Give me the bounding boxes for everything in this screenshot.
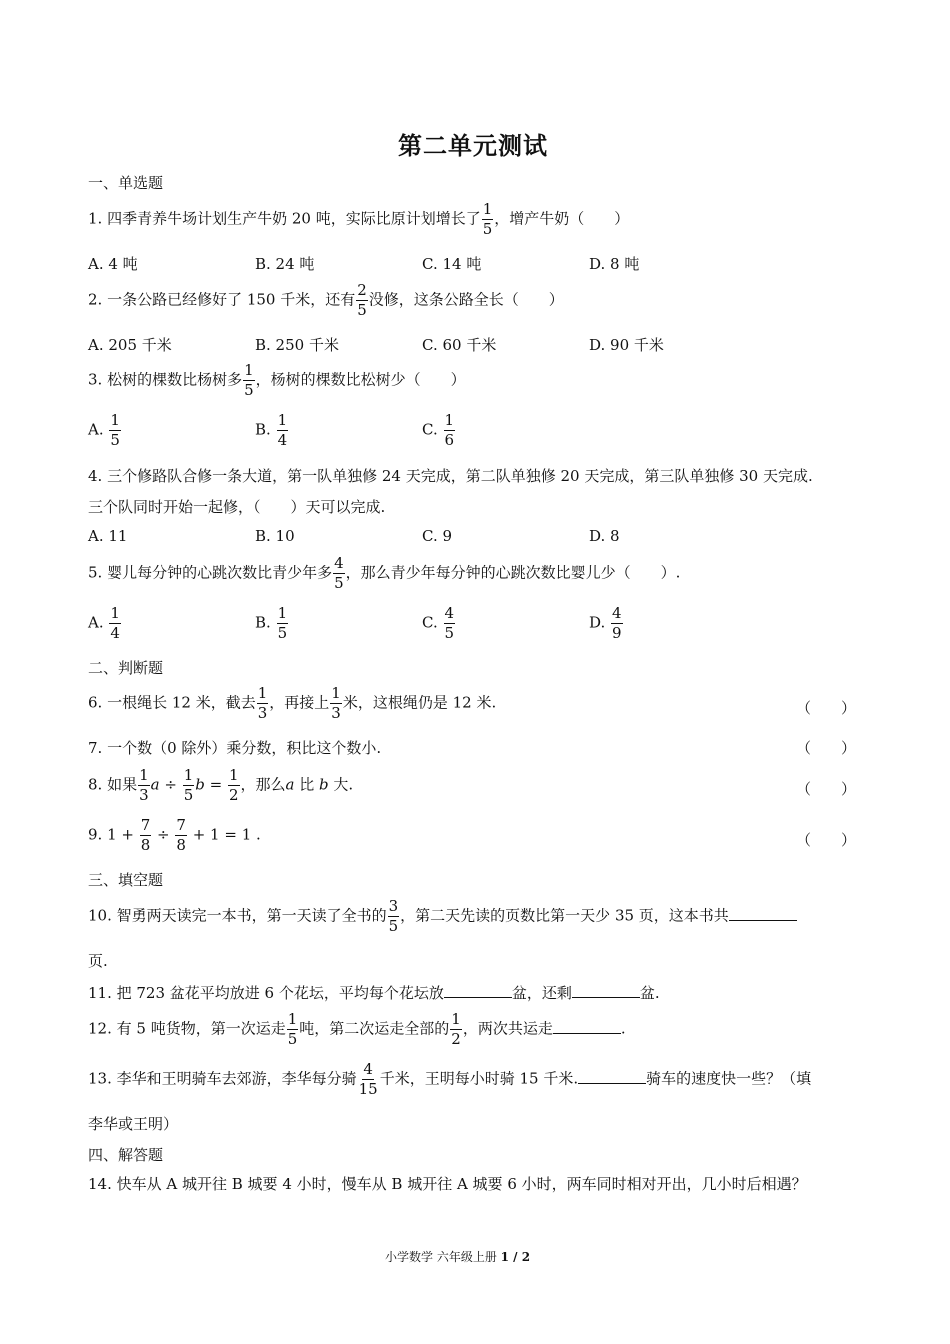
q4-option-d[interactable]: D. 8 [589,527,620,545]
q5-option-b[interactable]: B. $\frac{1}{5}$ [255,604,288,642]
section-heading-true-false: 二、判断题 [88,659,164,677]
q3-option-c[interactable]: C. $\frac{1}{6}$ [422,411,455,449]
q1-option-a[interactable]: A. 4 吨 [88,255,138,273]
q6-answer-box[interactable]: （ ） [796,699,857,717]
question-4-line-1: 4. 三个修路队合修一条大道，第一队单独修 24 天完成，第二队单独修 20 天完成，第三队单独修 30 天完成. [88,467,813,485]
section-heading-solve: 四、解答题 [88,1146,164,1164]
question-3: 3. 松树的棵数比杨树多 $\frac{1}{5}$ ，杨树的棵数比松树少（ ） [88,361,466,399]
fraction: $\frac{2}{5}$ [357,281,367,319]
answer-blank[interactable] [444,983,512,998]
q3-option-a[interactable]: A. $\frac{1}{5}$ [88,411,120,449]
question-14: 14. 快车从 A 城开往 B 城要 4 小时，慢车从 B 城开往 A 城要 6 小时，两车同时相对开出，几小时后相遇？ [88,1175,807,1193]
q1-option-b[interactable]: B. 24 吨 [255,255,315,273]
q2-option-d[interactable]: D. 90 千米 [589,336,664,354]
question-12: 12. 有 5 吨货物，第一次运走 $\frac{1}{5}$ 吨，第二次运走全部的 $\frac{1}{2}$ ，两次共运走 . [88,1010,626,1048]
question-13-line-2: 李华或王明） [88,1115,179,1133]
question-11: 11. 把 723 盆花平均放进 6 个花坛，平均每个花坛放 盆，还剩 盆. [88,984,660,1002]
question-13: 13. 李华和王明骑车去郊游，李华每分骑 $\frac{4}{15}$ 千米，王明每小时骑 15 千米. 骑车的速度快一些？（填 [88,1060,812,1098]
question-2: 2. 一条公路已经修好了 150 千米，还有 $\frac{2}{5}$ 没修，这条公路全长（ ） [88,281,564,319]
q5-option-c[interactable]: C. $\frac{4}{5}$ [422,604,455,642]
q7-answer-box[interactable]: （ ） [796,739,857,757]
q5-option-d[interactable]: D. $\frac{4}{9}$ [589,604,622,642]
page-number: 1 / 2 [500,1250,531,1264]
answer-blank[interactable] [578,1069,646,1084]
q3-option-b[interactable]: B. $\frac{1}{4}$ [255,411,288,449]
q4-option-c[interactable]: C. 9 [422,527,453,545]
answer-blank[interactable] [553,1019,621,1034]
question-4-line-2: 三个队同时开始一起修，（ ）天可以完成. [88,498,386,516]
q1-option-d[interactable]: D. 8 吨 [589,255,640,273]
question-10: 10. 智勇两天读完一本书，第一天读了全书的 $\frac{3}{5}$ ，第二天先读的页数比第一天少 35 页，这本书共 [88,899,797,934]
answer-blank[interactable] [729,906,797,921]
question-1: 1. 四季青养牛场计划生产牛奶 20 吨，实际比原计划增长了 $\frac{1}{5}$ ，增产牛奶（ ） [88,200,630,238]
question-5: 5. 婴儿每分钟的心跳次数比青少年多 $\frac{4}{5}$ ，那么青少年每分钟的心跳次数比婴儿少（ ）. [88,554,681,592]
fraction: $\frac{1}{5}$ [482,200,493,238]
answer-blank[interactable] [572,983,640,998]
q2-option-c[interactable]: C. 60 千米 [422,336,497,354]
q5-option-a[interactable]: A. $\frac{1}{4}$ [88,604,120,642]
q2-option-a[interactable]: A. 205 千米 [88,336,172,354]
question-6: 6. 一根绳长 12 米，截去 $\frac{1}{3}$ ，再接上 $\frac{1}{3}$ 米，这根绳仍是 12 米. [88,684,497,722]
section-heading-fill-blank: 三、填空题 [88,871,164,889]
page-title: 第二单元测试 [398,131,548,160]
q4-option-b[interactable]: B. 10 [255,527,295,545]
q1-option-c[interactable]: C. 14 吨 [422,255,482,273]
page-footer: 小学数学 六年级上册 1 / 2 [385,1250,531,1264]
question-7: 7. 一个数（0 除外）乘分数，积比这个数小. [88,739,382,757]
q8-answer-box[interactable]: （ ） [796,780,857,798]
fraction: $\frac{1}{5}$ [244,361,254,399]
q4-option-a[interactable]: A. 11 [88,527,128,545]
fraction: $\frac{4}{5}$ [334,554,344,592]
question-8: 8. 如果 $\frac{1}{3}$ a ÷ $\frac{1}{5}$ b = $\frac{1}{2}$ ，那么a 比 b 大. [88,766,354,804]
q2-option-b[interactable]: B. 250 千米 [255,336,339,354]
question-9: 9. 1 + $\frac{7}{8}$ ÷ $\frac{7}{8}$ + 1 = 1 . [88,816,261,854]
q9-answer-box[interactable]: （ ） [796,831,857,849]
question-10-line-2: 页. [88,952,108,970]
section-heading-single-choice: 一、单选题 [88,174,164,192]
